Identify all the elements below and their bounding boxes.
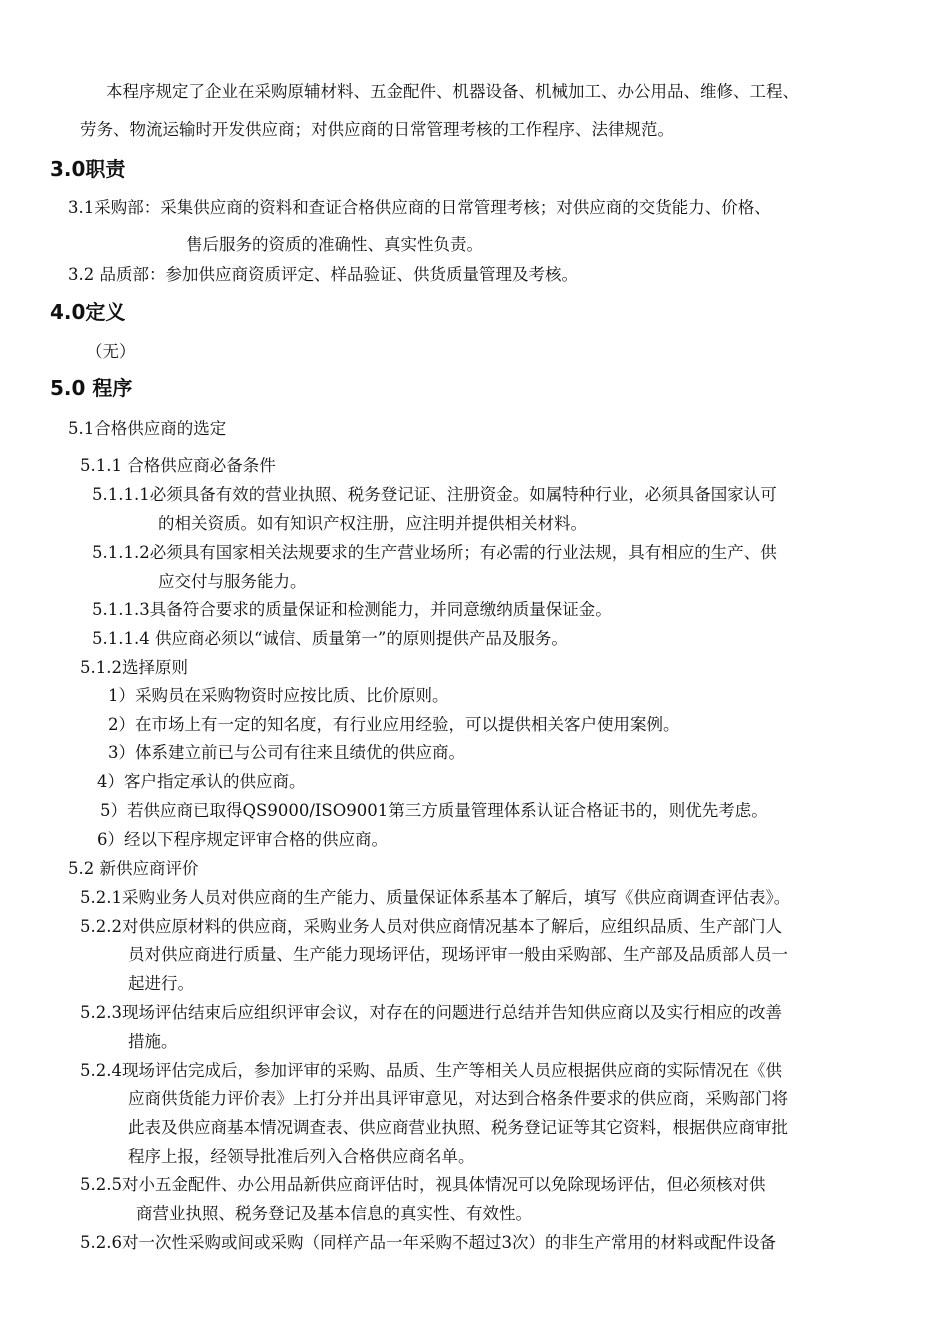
item-5-2-1: 5.2.1采购业务人员对供应商的生产能力、质量保证体系基本了解后，填写《供应商调查评估表》。	[80, 888, 791, 907]
principle-6: 6）经以下程序规定评审合格的供应商。	[97, 830, 388, 849]
principle-3: 3）体系建立前已与公司有往来且绩优的供应商。	[108, 743, 465, 762]
item-5-2-4-line-4: 程序上报，经领导批准后列入合格供应商名单。	[128, 1147, 475, 1166]
item-5-1-2: 5.1.2选择原则	[80, 658, 188, 677]
item-5-1-1-2-line-1: 5.1.1.2必须具有国家相关法规要求的生产营业场所；有必需的行业法规，具有相应的生产、供	[92, 543, 777, 562]
item-5-2-5-line-2: 商营业执照、税务登记及基本信息的真实性、有效性。	[136, 1204, 532, 1223]
item-5-2: 5.2 新供应商评价	[68, 859, 199, 878]
principle-5: 5）若供应商已取得QS9000/ISO9001第三方质量管理体系认证合格证书的，则优先考虑。	[100, 801, 768, 820]
item-3-1-line-1: 3.1采购部：采集供应商的资料和查证合格供应商的日常管理考核；对供应商的交货能力、价格、	[68, 198, 771, 217]
item-5-2-4-line-1: 5.2.4现场评估完成后，参加评审的采购、品质、生产等相关人员应根据供应商的实际情况在《供	[80, 1061, 782, 1080]
item-5-1: 5.1合格供应商的选定	[68, 419, 227, 438]
principle-4: 4）客户指定承认的供应商。	[97, 772, 306, 791]
definition-none: （无）	[86, 342, 136, 361]
item-5-1-1-4: 5.1.1.4 供应商必须以“诚信、质量第一”的原则提供产品及服务。	[92, 629, 568, 648]
item-5-1-1: 5.1.1 合格供应商必备条件	[80, 456, 276, 475]
item-5-2-2-line-3: 起进行。	[128, 974, 194, 993]
section-5-heading: 5.0 程序	[50, 376, 133, 400]
item-5-1-1-3: 5.1.1.3具备符合要求的质量保证和检测能力，并同意缴纳质量保证金。	[92, 600, 612, 619]
principle-2: 2）在市场上有一定的知名度，有行业应用经验，可以提供相关客户使用案例。	[108, 715, 680, 734]
item-5-2-2-line-2: 员对供应商进行质量、生产能力现场评估，现场评审一般由采购部、生产部及品质部人员一	[128, 945, 788, 964]
scope-paragraph-line-1: 本程序规定了企业在采购原辅材料、五金配件、机器设备、机械加工、办公用品、维修、工程、	[106, 82, 799, 101]
scope-paragraph-line-2: 劳务、物流运输时开发供应商；对供应商的日常管理考核的工作程序、法律规范。	[80, 120, 674, 139]
item-5-1-1-1-line-1: 5.1.1.1必须具备有效的营业执照、税务登记证、注册资金。如属特种行业，必须具备国家认可	[92, 485, 777, 504]
item-5-2-3-line-1: 5.2.3现场评估结束后应组织评审会议，对存在的问题进行总结并告知供应商以及实行相应的改善	[80, 1003, 782, 1022]
item-5-1-1-1-line-2: 的相关资质。如有知识产权注册，应注明并提供相关材料。	[158, 514, 587, 533]
item-5-2-5-line-1: 5.2.5对小五金配件、办公用品新供应商评估时，视具体情况可以免除现场评估，但必须核对供	[80, 1175, 766, 1194]
principle-1: 1）采购员在采购物资时应按比质、比价原则。	[108, 686, 449, 705]
item-5-1-1-2-line-2: 应交付与服务能力。	[158, 572, 307, 591]
item-5-2-2-line-1: 5.2.2对供应原材料的供应商，采购业务人员对供应商情况基本了解后，应组织品质、生产部门人	[80, 917, 782, 936]
item-5-2-4-line-2: 应商供货能力评价表》上打分并出具评审意见，对达到合格条件要求的供应商，采购部门将	[128, 1089, 788, 1108]
item-5-2-3-line-2: 措施。	[128, 1032, 178, 1051]
item-5-2-6-line-1: 5.2.6对一次性采购或间或采购（同样产品一年采购不超过3次）的非生产常用的材料或配件设备	[80, 1233, 776, 1252]
item-3-1-line-2: 售后服务的资质的准确性、真实性负责。	[186, 235, 483, 254]
item-5-2-4-line-3: 此表及供应商基本情况调查表、供应商营业执照、税务登记证等其它资料，根据供应商审批	[128, 1118, 788, 1137]
item-3-2: 3.2 品质部：参加供应商资质评定、样品验证、供货质量管理及考核。	[68, 265, 578, 284]
section-3-heading: 3.0职责	[50, 157, 126, 181]
section-4-heading: 4.0定义	[50, 300, 126, 324]
